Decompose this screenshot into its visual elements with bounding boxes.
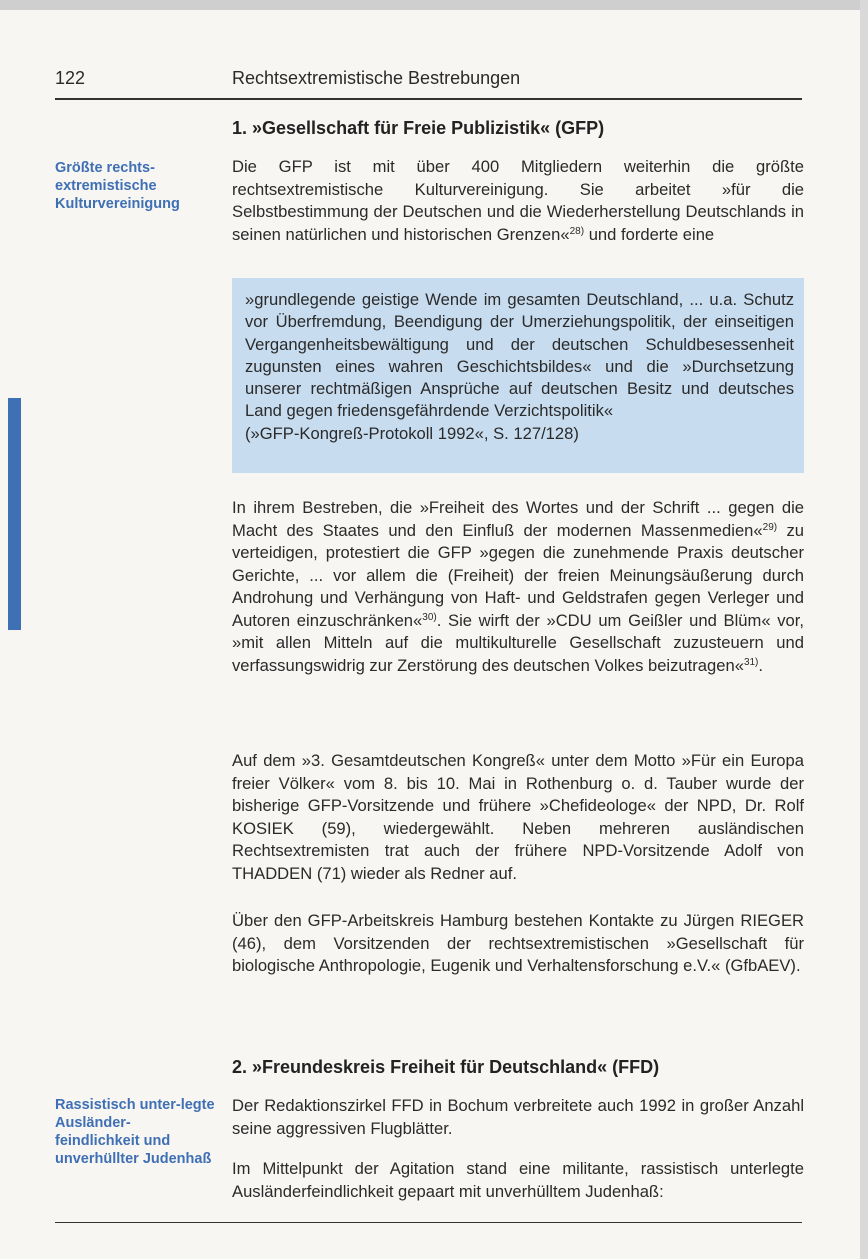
text-span: . Sie wirft der »CDU um Geißler und Blüm« vor, »mit allen Mitteln auf die multikulturelle Gesellschaft zuzusteuern und verfassungswidrig zur Zerstörung des deutschen Volkes beizutragen« <box>232 610 804 675</box>
footnote-ref: 31) <box>743 656 759 668</box>
text-span: . <box>758 655 764 675</box>
paragraph-ffd-flugblaetter: Der Redaktionszirkel FFD in Bochum verbreitete auch 1992 in großer Anzahl seine aggressiven Flugblätter. <box>232 1096 804 1138</box>
paragraph-gfp-kongress: Auf dem »3. Gesamtdeutschen Kongreß« unter dem Motto »Für ein Europa freier Völker« vom 8. bis 10. Mai in Rothenburg o. d. Tauber wurde der bisherige GFP-Vorsitzende und frühere »Chefideologe« der NPD, Dr. Rolf KOSIEK (59), wiedergewählt. Neben mehreren ausländischen Rechtsextremisten trat auch der frühere NPD-Vorsitzende Adolf von THADDEN (71) wieder als Redner auf. <box>232 751 804 883</box>
paragraph-gfp-intro <box>232 156 804 246</box>
header-rule <box>55 98 802 100</box>
text-span: Die GFP ist mit über 400 Mitgliedern weiterhin die größte rechtsextremistische Kulturvereinigung. Sie arbeitet »für die Selbstbestimmung der Deutschen und die Wiederherstellung Deutschlands in seinen natürlichen und historischen Grenzen« <box>232 157 804 244</box>
scan-top-edge <box>0 0 868 10</box>
sidebar-marker-bar <box>8 398 21 630</box>
text-span: zu verteidigen, protestiert die GFP »gegen die zunehmende Praxis deutscher Gerichte, ... vor allem die (Freiheit) der freien Meinungsäußerung durch Androhung und Verhängung von Haft- und Geldstrafen gegen Verleger und Autoren einzuschränken« <box>232 520 804 630</box>
quote-text: »grundlegende geistige Wende im gesamten Deutschland, ... u.a. Schutz vor Überfremdung, Beendigung der Umerziehungspolitik, der einseitigen Vergangenheitsbewältigung und der deutschen Schuldbesessenheit zugunsten eines wahren Geschichtsbildes« und die »Durchsetzung unserer rechtmäßigen Ansprüche auf deutschen Besitz und deutsches Land gegen friedensgefährdende Verzichtspolitik« <box>245 290 794 421</box>
section-heading-gfp: 1. »Gesellschaft für Freie Publizistik« (GFP) <box>232 118 605 138</box>
section-heading-ffd: 2. »Freundeskreis Freiheit für Deutschland« (FFD) <box>232 1057 660 1077</box>
text-span: In ihrem Bestreben, die »Freiheit des Wortes und der Schrift ... gegen die Macht des Staates und den Einfluß der modernen Massenmedien« <box>232 498 804 540</box>
paragraph-gfp-protest <box>232 497 804 677</box>
margin-note-judenhass: Rassistisch unter-legte Ausländer-feindlichkeit und unverhüllter Judenhaß <box>55 1097 215 1167</box>
footnote-ref: 28) <box>569 225 585 237</box>
paragraph-gfp-hamburg: Über den GFP-Arbeitskreis Hamburg bestehen Kontakte zu Jürgen RIEGER (46), dem Vorsitzenden der rechtsextremistischen »Gesellschaft für biologische Anthropologie, Eugenik und Verhaltensforschung e.V.« (GfbAEV). <box>232 911 804 975</box>
paragraph-ffd-agitation: Im Mittelpunkt der Agitation stand eine militante, rassistisch unterlegte Ausländerfeindlichkeit gepaart mit unverhülltem Judenhaß: <box>232 1159 804 1201</box>
footer-rule <box>55 1222 802 1223</box>
text-span: und forderte eine <box>584 224 715 244</box>
running-header: Rechtsextremistische Bestrebungen <box>232 68 521 88</box>
footnote-ref: 30) <box>422 611 437 623</box>
footnote-ref: 29) <box>762 521 778 533</box>
page-number: 122 <box>55 68 86 88</box>
scan-right-edge <box>860 0 868 1259</box>
quote-box <box>232 278 804 473</box>
margin-note-kulturvereinigung: Größte rechts-extremistische Kulturvereinigung <box>55 160 180 212</box>
quote-source: (»GFP-Kongreß-Protokoll 1992«, S. 127/128) <box>245 423 579 443</box>
